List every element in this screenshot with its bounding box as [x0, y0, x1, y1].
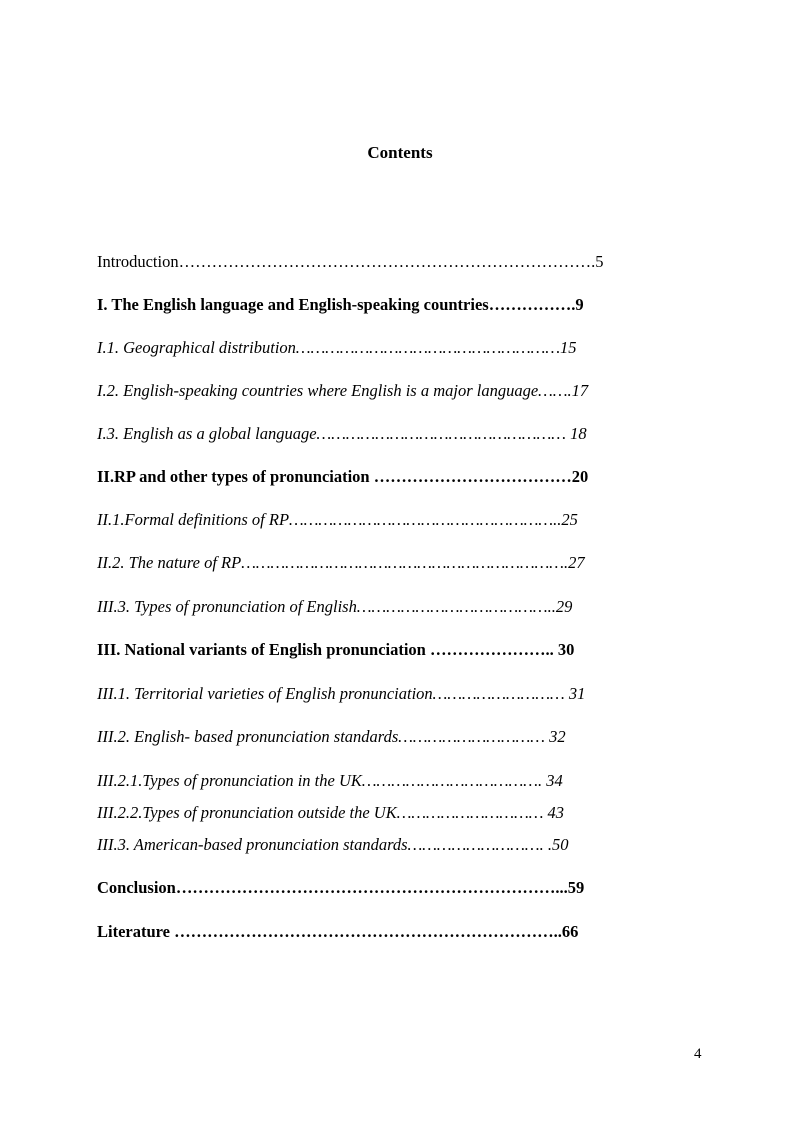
- toc-entry-literature: Literature ……………………………………………………………..66: [97, 922, 579, 941]
- toc-entry-1-2: I.2. English-speaking countries where English is a major language…….17: [97, 381, 589, 400]
- toc-entry-chapter-3: III. National variants of English pronunciation ………………….. 30: [97, 640, 575, 659]
- toc-entry-3-2-2: III.2.2.Types of pronunciation outside the UK………………………… 43: [97, 803, 565, 822]
- toc-entry-3-1: III.1. Territorial varieties of English pronunciation……………………… 31: [97, 684, 586, 703]
- toc-entry-3-2-1: III.2.1.Types of pronunciation in the UK………………………………. 34: [97, 771, 563, 790]
- toc-entry-1-3: I.3. English as a global language…………………………………………… 18: [97, 424, 587, 443]
- toc-entry-3-3: III.3. American-based pronunciation standards………………………. .50: [97, 835, 569, 854]
- page-title: Contents: [367, 143, 433, 162]
- toc-entry-2-1: II.1.Formal definitions of RP………………………………………………..25: [97, 510, 578, 529]
- page-number: 4: [694, 1046, 702, 1062]
- toc-entry-conclusion: Conclusion……………………………………………………………...59: [97, 878, 585, 897]
- toc-entry-1-1: I.1. Geographical distribution………………………………………………15: [97, 338, 577, 357]
- toc-entry-introduction: Introduction………………………………………………………………….5: [97, 252, 604, 271]
- toc-entry-2-2: II.2. The nature of RP………………………………………………………….27: [97, 553, 585, 572]
- toc-entry-chapter-2: II.RP and other types of pronunciation ………………………………20: [97, 467, 589, 486]
- toc-entry-chapter-1: I. The English language and English-speaking countries…………….9: [97, 295, 584, 314]
- toc-entry-2-3: III.3. Types of pronunciation of English…………………………………..29: [97, 597, 573, 616]
- toc-entry-3-2: III.2. English- based pronunciation standards………………………… 32: [97, 727, 566, 746]
